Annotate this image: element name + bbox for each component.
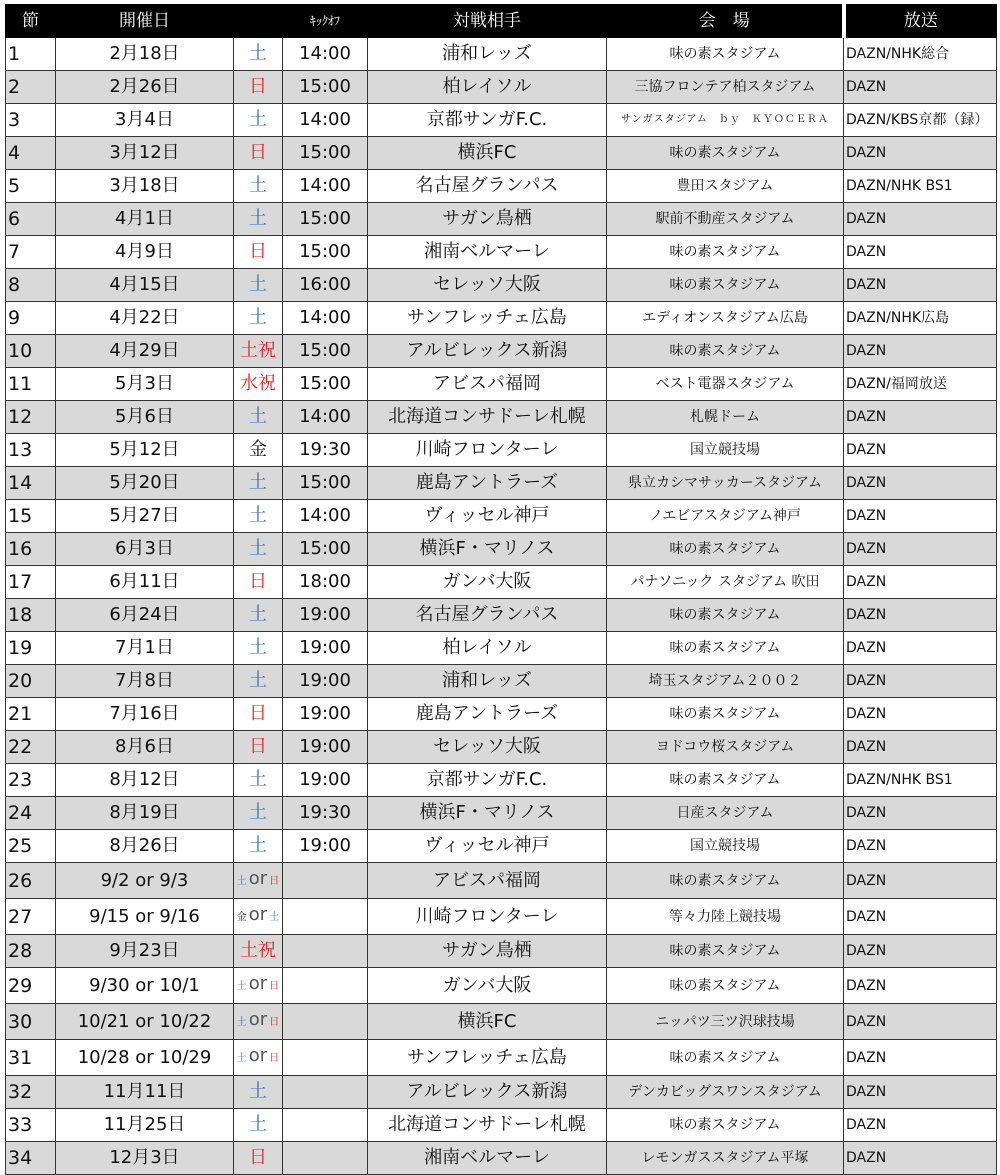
date-cell: 4月22日	[56, 302, 234, 335]
broadcast-cell: DAZN	[844, 533, 997, 566]
opponent-cell: 鹿島アントラーズ	[368, 698, 607, 731]
kickoff-cell	[283, 1004, 368, 1040]
venue-cell: デンカビッグスワンスタジアム	[607, 1076, 844, 1109]
opponent-cell: 柏レイソル	[368, 632, 607, 665]
venue-cell: 味の素スタジアム	[607, 698, 844, 731]
table-row	[6, 434, 997, 467]
date-cell: 4月29日	[56, 335, 234, 368]
round-cell: 6	[6, 203, 56, 236]
table-row	[6, 830, 997, 863]
date-cell: 2月26日	[56, 71, 234, 104]
table-row	[6, 335, 997, 368]
broadcast-cell: DAZN	[844, 137, 997, 170]
venue-cell: 味の素スタジアム	[607, 335, 844, 368]
day-cell: 日	[234, 71, 283, 104]
day-option-1: 土	[236, 981, 247, 992]
table-row	[6, 566, 997, 599]
broadcast-cell: DAZN	[844, 968, 997, 1004]
date-cell: 4月9日	[56, 236, 234, 269]
day-cell: 日	[234, 137, 283, 170]
round-cell: 8	[6, 269, 56, 302]
day-or-label: or	[248, 904, 268, 925]
day-cell: 土	[234, 269, 283, 302]
day-option-2: 日	[269, 1017, 280, 1028]
broadcast-cell: DAZN	[844, 269, 997, 302]
kickoff-cell: 15:00	[283, 71, 368, 104]
day-cell: 土	[234, 302, 283, 335]
kickoff-cell: 15:00	[283, 368, 368, 401]
venue-cell: ニッパツ三ツ沢球技場	[607, 1004, 844, 1040]
venue-cell: ノエビアスタジアム神戸	[607, 500, 844, 533]
round-cell: 25	[6, 830, 56, 863]
broadcast-cell: DAZN	[844, 236, 997, 269]
kickoff-cell	[283, 863, 368, 899]
date-cell: 5月20日	[56, 467, 234, 500]
broadcast-cell: DAZN	[844, 1109, 997, 1142]
kickoff-cell: 19:30	[283, 434, 368, 467]
round-cell: 7	[6, 236, 56, 269]
opponent-cell: 北海道コンサドーレ札幌	[368, 401, 607, 434]
venue-cell: 味の素スタジアム	[607, 236, 844, 269]
opponent-cell: 湘南ベルマーレ	[368, 236, 607, 269]
opponent-cell: ガンバ大阪	[368, 566, 607, 599]
broadcast-cell: DAZN	[844, 599, 997, 632]
table-row	[6, 1142, 997, 1175]
date-cell: 5月27日	[56, 500, 234, 533]
venue-cell: 味の素スタジアム	[607, 968, 844, 1004]
opponent-cell: ヴィッセル神戸	[368, 830, 607, 863]
day-cell: 土	[234, 401, 283, 434]
day-cell: 土	[234, 500, 283, 533]
venue-cell: 札幌ドーム	[607, 401, 844, 434]
opponent-cell: 横浜F・マリノス	[368, 797, 607, 830]
day-cell: 土	[234, 467, 283, 500]
round-cell: 5	[6, 170, 56, 203]
day-cell: 土	[234, 203, 283, 236]
venue-cell: 味の素スタジアム	[607, 533, 844, 566]
date-cell: 11月25日	[56, 1109, 234, 1142]
day-option-2: 日	[269, 1053, 280, 1064]
header-row	[6, 5, 997, 38]
table-row	[6, 797, 997, 830]
table-row	[6, 599, 997, 632]
day-cell: 土	[234, 797, 283, 830]
broadcast-cell: DAZN/NHK広島	[844, 302, 997, 335]
table-row	[6, 104, 997, 137]
kickoff-cell	[283, 968, 368, 1004]
date-cell: 8月6日	[56, 731, 234, 764]
broadcast-cell: DAZN	[844, 401, 997, 434]
venue-cell: ベスト電器スタジアム	[607, 368, 844, 401]
kickoff-cell: 15:00	[283, 137, 368, 170]
kickoff-cell: 14:00	[283, 500, 368, 533]
date-cell: 7月16日	[56, 698, 234, 731]
venue-cell: パナソニック スタジアム 吹田	[607, 566, 844, 599]
venue-cell: 味の素スタジアム	[607, 269, 844, 302]
table-row	[6, 698, 997, 731]
day-or-label: or	[248, 1045, 268, 1066]
venue-cell: 国立競技場	[607, 434, 844, 467]
date-cell: 10/28 or 10/29	[56, 1040, 234, 1076]
broadcast-cell: DAZN	[844, 830, 997, 863]
round-cell: 19	[6, 632, 56, 665]
kickoff-cell: 14:00	[283, 170, 368, 203]
opponent-cell: 湘南ベルマーレ	[368, 1142, 607, 1175]
day-cell: 土祝	[234, 335, 283, 368]
schedule-body	[6, 38, 997, 1175]
round-cell: 20	[6, 665, 56, 698]
opponent-cell: 柏レイソル	[368, 71, 607, 104]
date-cell: 8月26日	[56, 830, 234, 863]
opponent-cell: ガンバ大阪	[368, 968, 607, 1004]
broadcast-cell: DAZN/NHK BS1	[844, 764, 997, 797]
table-row	[6, 632, 997, 665]
day-option-1: 土	[236, 876, 247, 887]
day-cell: 土	[234, 1076, 283, 1109]
round-cell: 24	[6, 797, 56, 830]
opponent-cell: アルビレックス新潟	[368, 335, 607, 368]
venue-cell: 豊田スタジアム	[607, 170, 844, 203]
date-cell: 5月6日	[56, 401, 234, 434]
table-row	[6, 1109, 997, 1142]
day-cell: 日	[234, 698, 283, 731]
broadcast-cell: DAZN/NHK BS1	[844, 170, 997, 203]
kickoff-cell: 15:00	[283, 533, 368, 566]
venue-cell: 国立競技場	[607, 830, 844, 863]
round-cell: 28	[6, 935, 56, 968]
broadcast-cell: DAZN	[844, 500, 997, 533]
kickoff-cell: 19:00	[283, 599, 368, 632]
kickoff-cell: 19:00	[283, 764, 368, 797]
day-cell: 土	[234, 104, 283, 137]
broadcast-cell: DAZN	[844, 731, 997, 764]
round-cell: 22	[6, 731, 56, 764]
opponent-cell: アビスパ福岡	[368, 368, 607, 401]
table-row	[6, 500, 997, 533]
date-cell: 9/15 or 9/16	[56, 899, 234, 935]
opponent-cell: 浦和レッズ	[368, 665, 607, 698]
broadcast-cell: DAZN	[844, 863, 997, 899]
venue-cell: 三協フロンテア柏スタジアム	[607, 71, 844, 104]
venue-cell: ヨドコウ桜スタジアム	[607, 731, 844, 764]
table-row	[6, 467, 997, 500]
round-cell: 3	[6, 104, 56, 137]
venue-cell: 味の素スタジアム	[607, 764, 844, 797]
kickoff-cell: 19:30	[283, 797, 368, 830]
round-cell: 13	[6, 434, 56, 467]
round-cell: 27	[6, 899, 56, 935]
kickoff-cell: 19:00	[283, 830, 368, 863]
venue-cell: 味の素スタジアム	[607, 137, 844, 170]
opponent-cell: 名古屋グランパス	[368, 599, 607, 632]
header-opponent: 対戦相手	[368, 5, 607, 38]
opponent-cell: アルビレックス新潟	[368, 1076, 607, 1109]
day-cell: 土	[234, 170, 283, 203]
round-cell: 4	[6, 137, 56, 170]
kickoff-cell: 19:00	[283, 731, 368, 764]
table-row	[6, 203, 997, 236]
kickoff-cell: 14:00	[283, 38, 368, 71]
date-cell: 9月23日	[56, 935, 234, 968]
date-cell: 4月15日	[56, 269, 234, 302]
kickoff-cell	[283, 899, 368, 935]
broadcast-cell: DAZN	[844, 71, 997, 104]
broadcast-cell: DAZN	[844, 935, 997, 968]
date-cell: 9/2 or 9/3	[56, 863, 234, 899]
broadcast-cell: DAZN	[844, 1040, 997, 1076]
broadcast-cell: DAZN	[844, 335, 997, 368]
date-cell: 4月1日	[56, 203, 234, 236]
opponent-cell: 川崎フロンターレ	[368, 434, 607, 467]
day-or-label: or	[248, 868, 268, 889]
broadcast-cell: DAZN	[844, 566, 997, 599]
table-row	[6, 401, 997, 434]
broadcast-cell: DAZN	[844, 1076, 997, 1109]
venue-cell: サンガスタジアム ｂｙ ＫＹＯＣＥＲＡ	[607, 104, 844, 137]
round-cell: 29	[6, 968, 56, 1004]
table-row	[6, 1040, 997, 1076]
header-venue: 会 場	[607, 5, 844, 38]
venue-cell: 埼玉スタジアム２００２	[607, 665, 844, 698]
table-row	[6, 863, 997, 899]
kickoff-cell: 15:00	[283, 467, 368, 500]
kickoff-cell: 19:00	[283, 632, 368, 665]
round-cell: 9	[6, 302, 56, 335]
day-cell: 土	[234, 38, 283, 71]
day-option-1: 金	[236, 912, 247, 923]
day-option-2: 日	[269, 876, 280, 887]
kickoff-cell: 19:00	[283, 698, 368, 731]
day-cell: 土	[234, 533, 283, 566]
venue-cell: 駅前不動産スタジアム	[607, 203, 844, 236]
table-row	[6, 137, 997, 170]
day-option-2: 土	[269, 912, 280, 923]
venue-cell: 味の素スタジアム	[607, 1109, 844, 1142]
kickoff-cell: 19:00	[283, 665, 368, 698]
date-cell: 8月12日	[56, 764, 234, 797]
kickoff-cell: 18:00	[283, 566, 368, 599]
day-or-label: or	[248, 1009, 268, 1030]
broadcast-cell: DAZN	[844, 1142, 997, 1175]
round-cell: 2	[6, 71, 56, 104]
opponent-cell: 浦和レッズ	[368, 38, 607, 71]
round-cell: 33	[6, 1109, 56, 1142]
date-cell: 6月3日	[56, 533, 234, 566]
day-cell: 土	[234, 632, 283, 665]
opponent-cell: サンフレッチェ広島	[368, 1040, 607, 1076]
round-cell: 30	[6, 1004, 56, 1040]
opponent-cell: 京都サンガF.C.	[368, 104, 607, 137]
broadcast-cell: DAZN/KBS京都（録）	[844, 104, 997, 137]
date-cell: 2月18日	[56, 38, 234, 71]
opponent-cell: 名古屋グランパス	[368, 170, 607, 203]
day-cell: 土	[234, 1109, 283, 1142]
broadcast-cell: DAZN	[844, 899, 997, 935]
opponent-cell: ヴィッセル神戸	[368, 500, 607, 533]
day-cell: 土	[234, 830, 283, 863]
kickoff-cell: 14:00	[283, 104, 368, 137]
broadcast-cell: DAZN/福岡放送	[844, 368, 997, 401]
day-option-1: 土	[236, 1053, 247, 1064]
date-cell: 11月11日	[56, 1076, 234, 1109]
round-cell: 1	[6, 38, 56, 71]
round-cell: 12	[6, 401, 56, 434]
day-cell	[234, 1040, 283, 1076]
table-row	[6, 665, 997, 698]
kickoff-cell: 15:00	[283, 236, 368, 269]
broadcast-cell: DAZN/NHK総合	[844, 38, 997, 71]
venue-cell: 県立カシマサッカースタジアム	[607, 467, 844, 500]
venue-cell: 日産スタジアム	[607, 797, 844, 830]
date-cell: 3月18日	[56, 170, 234, 203]
round-cell: 17	[6, 566, 56, 599]
table-row	[6, 269, 997, 302]
day-cell: 土祝	[234, 935, 283, 968]
opponent-cell: 北海道コンサドーレ札幌	[368, 1109, 607, 1142]
venue-cell: 味の素スタジアム	[607, 863, 844, 899]
opponent-cell: 川崎フロンターレ	[368, 899, 607, 935]
table-row	[6, 368, 997, 401]
date-cell: 3月4日	[56, 104, 234, 137]
round-cell: 14	[6, 467, 56, 500]
venue-cell: エディオンスタジアム広島	[607, 302, 844, 335]
broadcast-cell: DAZN	[844, 467, 997, 500]
broadcast-cell: DAZN	[844, 698, 997, 731]
table-row	[6, 935, 997, 968]
broadcast-cell: DAZN	[844, 203, 997, 236]
kickoff-cell: 14:00	[283, 401, 368, 434]
day-cell	[234, 863, 283, 899]
opponent-cell: 京都サンガF.C.	[368, 764, 607, 797]
round-cell: 16	[6, 533, 56, 566]
table-row	[6, 236, 997, 269]
opponent-cell: 横浜FC	[368, 137, 607, 170]
table-row	[6, 170, 997, 203]
opponent-cell: 鹿島アントラーズ	[368, 467, 607, 500]
header-round: 節	[6, 5, 56, 38]
opponent-cell: サンフレッチェ広島	[368, 302, 607, 335]
venue-cell: 味の素スタジアム	[607, 1040, 844, 1076]
table-row	[6, 533, 997, 566]
table-row	[6, 764, 997, 797]
round-cell: 21	[6, 698, 56, 731]
day-cell	[234, 899, 283, 935]
date-cell: 6月11日	[56, 566, 234, 599]
header-kickoff: ｷｯｸｵﾌ	[283, 5, 368, 38]
kickoff-cell	[283, 1142, 368, 1175]
day-cell: 日	[234, 566, 283, 599]
round-cell: 18	[6, 599, 56, 632]
broadcast-cell: DAZN	[844, 632, 997, 665]
venue-cell: 味の素スタジアム	[607, 38, 844, 71]
opponent-cell: 横浜F・マリノス	[368, 533, 607, 566]
date-cell: 7月8日	[56, 665, 234, 698]
broadcast-cell: DAZN	[844, 434, 997, 467]
kickoff-cell	[283, 935, 368, 968]
day-cell: 土	[234, 599, 283, 632]
match-schedule-table	[5, 4, 997, 1175]
broadcast-cell: DAZN	[844, 797, 997, 830]
table-row	[6, 731, 997, 764]
day-cell: 日	[234, 731, 283, 764]
day-cell: 日	[234, 1142, 283, 1175]
kickoff-cell: 16:00	[283, 269, 368, 302]
kickoff-cell	[283, 1040, 368, 1076]
header-broadcast: 放送	[844, 5, 997, 38]
day-option-1: 土	[236, 1017, 247, 1028]
opponent-cell: セレッソ大阪	[368, 731, 607, 764]
venue-cell: レモンガススタジアム平塚	[607, 1142, 844, 1175]
table-row	[6, 899, 997, 935]
venue-cell: 味の素スタジアム	[607, 632, 844, 665]
date-cell: 8月19日	[56, 797, 234, 830]
day-option-2: 日	[269, 981, 280, 992]
date-cell: 10/21 or 10/22	[56, 1004, 234, 1040]
day-cell: 土	[234, 665, 283, 698]
kickoff-cell: 14:00	[283, 302, 368, 335]
round-cell: 32	[6, 1076, 56, 1109]
kickoff-cell: 15:00	[283, 203, 368, 236]
venue-cell: 味の素スタジアム	[607, 935, 844, 968]
venue-cell: 等々力陸上競技場	[607, 899, 844, 935]
table-row	[6, 968, 997, 1004]
opponent-cell: アビスパ福岡	[368, 863, 607, 899]
date-cell: 9/30 or 10/1	[56, 968, 234, 1004]
opponent-cell: サガン鳥栖	[368, 203, 607, 236]
day-cell: 土	[234, 764, 283, 797]
kickoff-cell: 15:00	[283, 335, 368, 368]
venue-cell: 味の素スタジアム	[607, 599, 844, 632]
date-cell: 5月3日	[56, 368, 234, 401]
opponent-cell: 横浜FC	[368, 1004, 607, 1040]
table-row	[6, 38, 997, 71]
date-cell: 6月24日	[56, 599, 234, 632]
round-cell: 26	[6, 863, 56, 899]
round-cell: 11	[6, 368, 56, 401]
header-date: 開催日	[56, 5, 234, 38]
day-cell: 水祝	[234, 368, 283, 401]
broadcast-cell: DAZN	[844, 665, 997, 698]
opponent-cell: セレッソ大阪	[368, 269, 607, 302]
round-cell: 10	[6, 335, 56, 368]
table-row	[6, 302, 997, 335]
date-cell: 3月12日	[56, 137, 234, 170]
day-or-label: or	[248, 973, 268, 994]
table-row	[6, 71, 997, 104]
round-cell: 15	[6, 500, 56, 533]
opponent-cell: サガン鳥栖	[368, 935, 607, 968]
day-cell: 日	[234, 236, 283, 269]
day-cell	[234, 1004, 283, 1040]
header-day	[234, 5, 283, 38]
day-cell	[234, 968, 283, 1004]
day-cell: 金	[234, 434, 283, 467]
date-cell: 12月3日	[56, 1142, 234, 1175]
date-cell: 5月12日	[56, 434, 234, 467]
date-cell: 7月1日	[56, 632, 234, 665]
round-cell: 31	[6, 1040, 56, 1076]
round-cell: 23	[6, 764, 56, 797]
table-row	[6, 1004, 997, 1040]
kickoff-cell	[283, 1076, 368, 1109]
kickoff-cell	[283, 1109, 368, 1142]
table-row	[6, 1076, 997, 1109]
broadcast-cell: DAZN	[844, 1004, 997, 1040]
round-cell: 34	[6, 1142, 56, 1175]
